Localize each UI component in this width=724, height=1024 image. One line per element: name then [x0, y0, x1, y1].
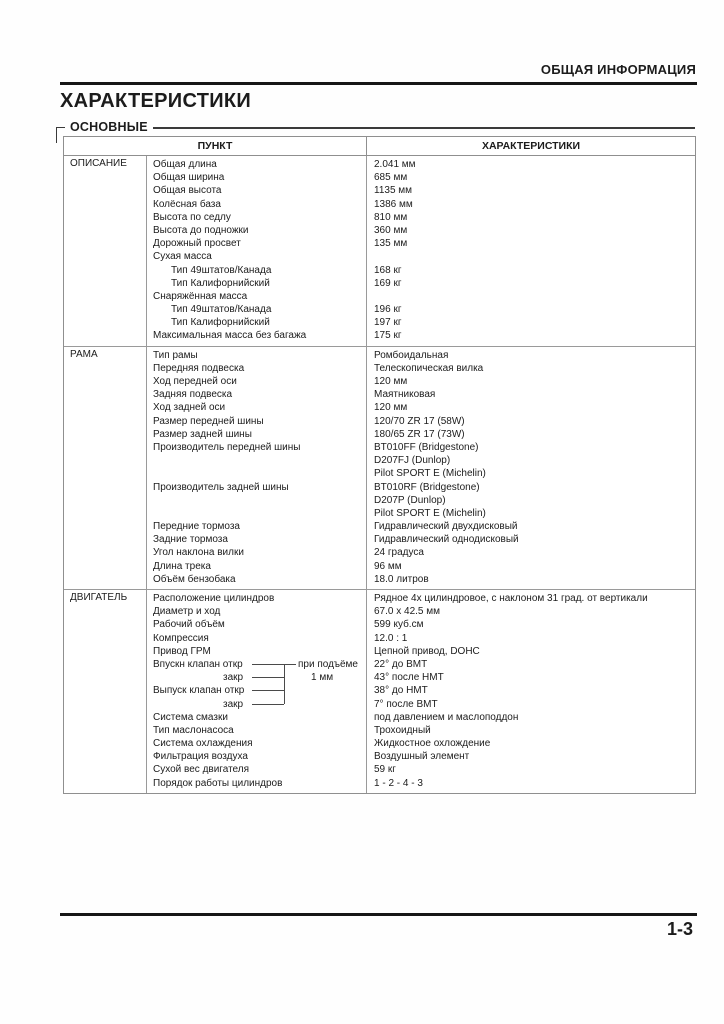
spec-item: Система смазки	[153, 711, 228, 723]
page-number: 1-3	[666, 919, 693, 939]
spec-item: Размер передней шины	[153, 415, 264, 427]
column-header-item: ПУНКТ	[64, 137, 367, 155]
spec-value: 197 кг	[374, 317, 402, 329]
spec-item: Сухая масса	[153, 251, 212, 263]
valve-note: 1 мм	[311, 672, 334, 684]
spec-item: Ход передней оси	[153, 376, 237, 387]
spec-value: Pilot SPORT E (Michelin)	[374, 468, 486, 480]
footer-rule	[60, 913, 697, 916]
spec-value: BT010FF (Bridgestone)	[374, 441, 479, 453]
spec-value: 43° после НМТ	[374, 672, 444, 684]
spec-item: закр	[153, 698, 366, 711]
spec-table-header	[64, 137, 695, 156]
spec-item: Передние тормоза	[153, 521, 240, 533]
spec-value: 685 мм	[374, 172, 408, 184]
spec-item: Размер задней шины	[153, 428, 252, 440]
spec-item: закр 1 мм	[153, 671, 366, 684]
spec-value: под давлением и маслоподдон	[374, 711, 519, 723]
spec-item	[153, 467, 366, 480]
valve-bracket-connector	[284, 664, 296, 665]
spec-item: Максимальная масса без багажа	[153, 330, 307, 342]
column-header-value: ХАРАКТЕРИСТИКИ	[481, 140, 581, 152]
group-corner-line-vertical	[56, 127, 57, 143]
group-corner-line	[56, 127, 65, 128]
running-header: ОБЩАЯ ИНФОРМАЦИЯ	[540, 62, 696, 77]
spec-value: 24 градуса	[374, 547, 424, 559]
spec-value: 120 мм	[374, 402, 408, 414]
spec-item: Сухой вес двигателя	[153, 764, 250, 776]
spec-section	[64, 346, 695, 589]
spec-item: Общая высота	[153, 185, 222, 197]
spec-value: Ромбоидальная	[374, 349, 449, 361]
spec-item: Диаметр и ход	[153, 606, 221, 618]
spec-section	[64, 156, 695, 346]
spec-item: Расположение цилиндров	[153, 593, 275, 604]
section-label: ДВИГАТЕЛЬ	[64, 590, 147, 793]
spec-value: Маятниковая	[374, 389, 436, 401]
valve-note: при подъёме	[298, 658, 358, 670]
spec-item: Привод ГРМ	[153, 645, 211, 657]
spec-value	[374, 290, 695, 303]
spec-value: 169 кг	[374, 277, 402, 289]
section-label: ОПИСАНИЕ	[64, 156, 147, 346]
group-label: ОСНОВНЫЕ	[70, 120, 148, 134]
spec-item: Передняя подвеска	[153, 362, 245, 374]
spec-value: 7° после ВМТ	[374, 698, 438, 710]
spec-item: Рабочий объём	[153, 619, 225, 631]
spec-item: Тип маслонасоса	[153, 724, 234, 736]
spec-item: Общая длина	[153, 159, 217, 170]
spec-item: Тип 49штатов/Канада	[171, 264, 272, 276]
spec-value: D207P (Dunlop)	[374, 494, 446, 506]
spec-value: 360 мм	[374, 224, 408, 236]
spec-value: 96 мм	[374, 560, 402, 572]
spec-item: Длина трека	[153, 560, 211, 572]
group-rule	[153, 127, 695, 129]
header-rule	[60, 82, 697, 85]
spec-item: Задняя подвеска	[153, 389, 233, 401]
section-label: РАМА	[64, 347, 147, 589]
spec-value: 38° до НМТ	[374, 685, 428, 697]
valve-bracket-tick	[252, 690, 284, 691]
spec-item: Объём бензобака	[153, 573, 236, 585]
spec-item: Высота по седлу	[153, 211, 231, 223]
section-items-column	[147, 347, 367, 589]
spec-item: Тип рамы	[153, 349, 198, 361]
valve-bracket-tick	[252, 704, 284, 705]
spec-value: 175 кг	[374, 330, 402, 342]
spec-value	[374, 250, 695, 263]
spec-value: 22° до ВМТ	[374, 658, 428, 670]
group-header	[56, 120, 695, 136]
spec-table-body	[64, 156, 695, 793]
spec-value: Воздушный элемент	[374, 751, 470, 763]
spec-value: Телескопическая вилка	[374, 362, 484, 374]
spec-item: Угол наклона вилки	[153, 547, 244, 559]
spec-value: 120 мм	[374, 376, 408, 387]
spec-item	[153, 494, 366, 507]
spec-item: Тип Калифорнийский	[171, 277, 270, 289]
spec-value: 599 куб.см	[374, 619, 424, 631]
spec-value: 59 кг	[374, 764, 396, 776]
spec-value: 12.0 : 1	[374, 632, 408, 644]
spec-item: Компрессия	[153, 632, 209, 644]
spec-value: Рядное 4х цилиндровое, с наклоном 31 град. от вертикали	[374, 593, 648, 604]
spec-value: 1 - 2 - 4 - 3	[374, 777, 423, 789]
spec-value: 67.0 x 42.5 мм	[374, 606, 441, 618]
valve-bracket-tick	[252, 677, 284, 678]
spec-item: Колёсная база	[153, 198, 221, 210]
spec-item: Ход задней оси	[153, 402, 226, 414]
spec-value: 1386 мм	[374, 198, 413, 210]
section-values-column	[367, 156, 695, 346]
spec-item: Тип Калифорнийский	[171, 317, 270, 329]
spec-value: 18.0 литров	[374, 573, 429, 585]
section-values-column	[367, 590, 695, 793]
spec-item: Тип 49штатов/Канада	[171, 304, 272, 316]
spec-value: 810 мм	[374, 211, 408, 223]
spec-item: Высота до подножки	[153, 224, 249, 236]
spec-value: Трохоидный	[374, 724, 431, 736]
spec-value: Гидравлический однодисковый	[374, 534, 519, 546]
spec-item: Дорожный просвет	[153, 238, 241, 250]
spec-value: 120/70 ZR 17 (58W)	[374, 415, 465, 427]
section-items-column	[147, 156, 367, 346]
spec-value: Pilot SPORT E (Michelin)	[374, 507, 486, 519]
spec-value: 1135 мм	[374, 185, 413, 197]
spec-item: Порядок работы цилиндров	[153, 777, 283, 789]
spec-value: BT010RF (Bridgestone)	[374, 481, 480, 493]
spec-value: Жидкостное охлождение	[374, 738, 491, 750]
spec-section	[64, 589, 695, 793]
spec-value: 196 кг	[374, 304, 402, 316]
spec-item: Общая ширина	[153, 172, 225, 184]
spec-item: Впускн клапан откр при подъёме	[153, 658, 366, 671]
spec-value: 135 мм	[374, 238, 408, 250]
spec-item: Выпуск клапан откр	[153, 684, 366, 697]
valve-bracket-tick	[252, 664, 284, 665]
spec-item	[153, 507, 366, 520]
spec-item: Производитель задней шины	[153, 481, 289, 493]
spec-value: 168 кг	[374, 264, 402, 276]
spec-value: D207FJ (Dunlop)	[374, 455, 451, 467]
spec-item: Фильтрация воздуха	[153, 751, 248, 763]
spec-item: Система охлаждения	[153, 738, 253, 750]
section-values-column	[367, 347, 695, 589]
spec-value: Гидравлический двухдисковый	[374, 521, 518, 533]
spec-item	[153, 454, 366, 467]
spec-item: Задние тормоза	[153, 534, 228, 546]
spec-item: Снаряжённая масса	[153, 290, 248, 302]
spec-value: Цепной привод, DOHC	[374, 645, 480, 657]
spec-value: 2.041 мм	[374, 159, 416, 170]
spec-table	[63, 136, 696, 794]
spec-value: 180/65 ZR 17 (73W)	[374, 428, 465, 440]
page-title: ХАРАКТЕРИСТИКИ	[60, 90, 252, 112]
spec-item: Производитель передней шины	[153, 441, 301, 453]
section-items-column	[147, 590, 367, 793]
